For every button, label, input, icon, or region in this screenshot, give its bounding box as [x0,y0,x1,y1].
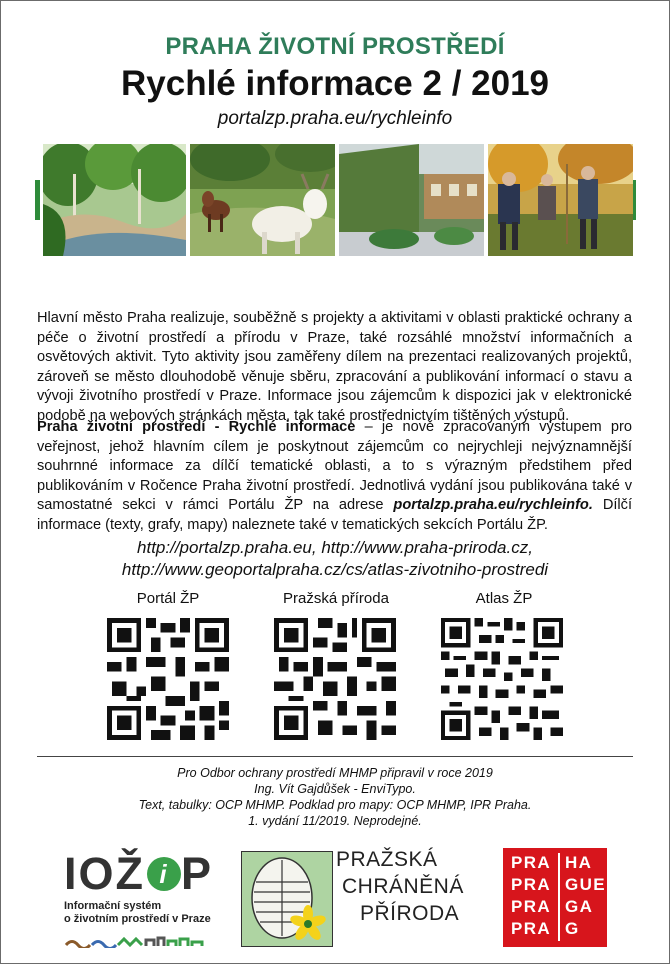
intro-paragraph: Hlavní město Praha realizuje, souběžně s projekty a aktivitami v oblasti praktické ochrany a péče o životní prostředí a přírodu v Praze, také rozsáhlé množství informačních a osvětových aktivit. Tyto aktivity jsou zaměřeny dílem na prezentaci realizovaných projektů, zároveň se město dlouhodobě věnuje sběru, zpracování a publikování informací o stavu a vývoji životního prostředí v Praze. Informace jsou zájemcům k dispozici jak v elektronické podobě na webových stránkách města, tak také prostřednictvím tištěných výstupů. [37,310,632,424]
photo-river [43,144,186,256]
photo-green-building [339,144,484,256]
iozip-letters: IOŽ [64,848,145,899]
credits-line-4: 1. vydání 11/2019. Neprodejné. [248,814,422,828]
iozip-subtitle-1: Informační systém [64,900,162,912]
pcp-line-3: PŘÍRODA [360,902,460,925]
rychleinfo-link[interactable]: portalzp.praha.eu/rychleinfo. [393,497,593,513]
pcp-wordmark [336,846,464,927]
qr-code-portal[interactable] [107,618,229,740]
trilobite-icon [242,852,332,946]
iozip-wordmark [64,848,224,899]
photo-goats [190,144,335,256]
description-text-1: – je nově zpracovaným výstupem pro veřejnost, jehož hlavním cílem je poskytnout zájemcům co nejrychleji nejvýznamnější souhrnné informace za dílčí tematické oblasti, a to s výrazným předstihem před publikováním v Ročence Praha životní prostředí. Jednotlivá vydání jsou publikována také v samostatné sekci v rámci Portálu ŽP na adrese [37,419,632,513]
praha-right-4: G [565,919,580,938]
links-line-1[interactable]: http://portalzp.praha.eu, http://www.praha-priroda.cz, [137,538,533,557]
praha-left-2: PRA [511,875,552,894]
page-title: Rychlé informace 2 / 2019 [121,64,549,103]
praha-logo-grid [503,848,607,940]
footer-divider [37,756,633,757]
info-icon: i [147,857,181,891]
credits-block [0,765,670,829]
qr-code-priroda[interactable] [274,618,396,740]
praha-left-3: PRA [511,897,552,916]
qr-code-atlas[interactable] [441,618,563,740]
trilobite-logo[interactable] [241,851,333,947]
iozip-logo[interactable] [64,848,224,953]
praha-logo-divider [558,853,560,941]
iozip-subtitle-2: o životním prostředí v Praze [64,913,211,925]
qr-label-portal: Portál ŽP [136,590,200,607]
praha-logo[interactable] [503,848,607,947]
praha-left-4: PRA [511,919,552,938]
iozip-subtitle [64,900,224,926]
description-paragraph [37,418,632,535]
publication-name: Praha životní prostředí - Rychlé informace [37,419,356,435]
photo-tree-planting [488,144,633,256]
iozip-letter-p: P [181,848,214,899]
credits-line-1: Pro Odbor ochrany prostředí MHMP připravil v roce 2019 [177,766,493,780]
praha-right-2: GUE [565,875,607,894]
praha-left-1: PRA [511,853,552,872]
photo-strip [39,144,633,256]
praha-right-1: HA [565,853,593,872]
credits-line-2: Ing. Vít Gajdůšek - EnviTypo. [254,782,416,796]
credits-line-3: Text, tabulky: OCP MHMP. Podklad pro mapy: OCP MHMP, IPR Praha. [138,798,532,812]
green-accent-left [35,180,40,220]
pcp-line-2: CHRÁNĚNÁ [342,875,464,898]
praha-right-3: GA [565,897,594,916]
links-line-2[interactable]: http://www.geoportalpraha.cz/cs/atlas-zivotniho-prostredi [121,560,549,579]
main-url[interactable]: portalzp.praha.eu/rychleinfo [217,108,453,129]
links-block [0,537,670,581]
description-text-2: Dílčí informace (texty, grafy, mapy) naleznete také v tematických sekcích Portálu ŽP. [37,497,633,533]
qr-label-atlas: Atlas ŽP [475,590,533,607]
qr-label-priroda: Pražská příroda [283,590,389,607]
page-supertitle: PRAHA ŽIVOTNÍ PROSTŘEDÍ [165,33,505,60]
skyline-wave-icon [64,936,209,948]
pcp-line-1: PRAŽSKÁ [336,848,438,871]
